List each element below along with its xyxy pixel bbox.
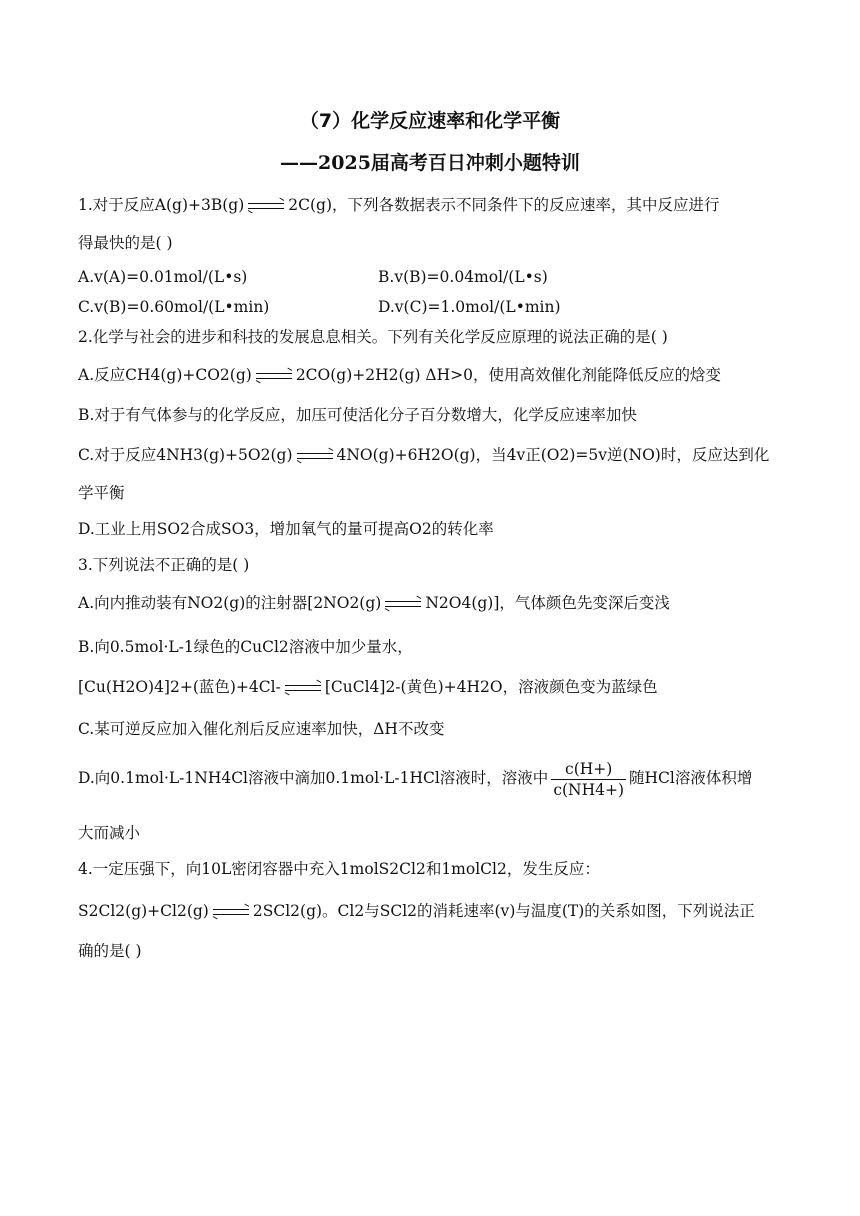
question-2-option-a: A.反应CH4(g)+CO2(g) 2CO(g)+2H2(g) ΔH>0，使用高效催化剂能降低反应的焓变	[78, 366, 721, 384]
question-2-option-d: D.工业上用SO2合成SO3，增加氧气的量可提高O2的转化率	[78, 520, 494, 538]
question-3-option-d-cont: 大而减小	[78, 824, 141, 842]
question-2-stem: 2.化学与社会的进步和科技的发展息息相关。下列有关化学反应原理的说法正确的是( )	[78, 328, 668, 346]
concentration-ratio: $\frac{c(H+)}{c(NH4+)}$	[553, 759, 625, 799]
question-1-option-a: A.v(A)=0.01mol/(L•s)	[78, 268, 248, 286]
question-3-option-a: A.向内推动装有NO2(g)的注射器[2NO2(g) N2O4(g)]，气体颜色先变深后变浅	[78, 594, 670, 612]
question-2-option-c-cont: 学平衡	[78, 484, 125, 502]
question-3-option-b: B.向0.5mol·L-1绿色的CuCl2溶液中加少量水，	[78, 638, 413, 656]
question-1-stem: 1.对于反应A(g)+3B(g) 2C(g)，下列各数据表示不同条件下的反应速率，其中反应进行	[78, 196, 720, 214]
question-3-option-d: D.向0.1mol·L-1NH4Cl溶液中滴加0.1mol·L-1HCl溶液时，溶液中 $\frac{c(H+)}{c(NH4+)}$ 随HCl溶液体积增	[78, 759, 753, 799]
equilibrium-arrow-icon	[283, 683, 323, 693]
question-4-stem: 4.一定压强下，向10L密闭容器中充入1molS2Cl2和1molCl2，发生反应：	[78, 860, 600, 878]
question-1-option-c: C.v(B)=0.60mol/(L•min)	[78, 298, 270, 316]
question-2-option-c: C.对于反应4NH3(g)+5O2(g) 4NO(g)+6H2O(g)，当4v正(O2)=5v逆(NO)时，反应达到化	[78, 446, 770, 464]
question-3-stem: 3.下列说法不正确的是( )	[78, 556, 250, 574]
question-1-option-b: B.v(B)=0.04mol/(L•s)	[378, 268, 548, 286]
equilibrium-arrow-icon	[246, 201, 286, 211]
equilibrium-arrow-icon	[254, 371, 294, 381]
question-3-option-c: C.某可逆反应加入催化剂后反应速率加快，ΔH不改变	[78, 720, 445, 738]
question-4-equation: S2Cl2(g)+Cl2(g) 2SCl2(g)。Cl2与SCl2的消耗速率(v)与温度(T)的关系如图，下列说法正	[78, 902, 755, 920]
page-subtitle: ——2025届高考百日冲刺小题特训	[280, 152, 580, 174]
question-1-option-d: D.v(C)=1.0mol/(L•min)	[378, 298, 561, 316]
equilibrium-arrow-icon	[295, 451, 335, 461]
question-1-stem-cont: 得最快的是( )	[78, 234, 173, 252]
question-3-option-b-equation: [Cu(H2O)4]2+(蓝色)+4Cl- [CuCl4]2-(黄色)+4H2O，溶液颜色变为蓝绿色	[78, 678, 658, 696]
equilibrium-arrow-icon	[211, 907, 251, 917]
question-2-option-b: B.对于有气体参与的化学反应，加压可使活化分子百分数增大，化学反应速率加快	[78, 406, 637, 424]
question-4-stem-cont: 确的是( )	[78, 942, 142, 960]
page-title: （7）化学反应速率和化学平衡	[299, 110, 561, 132]
equilibrium-arrow-icon	[383, 599, 423, 609]
